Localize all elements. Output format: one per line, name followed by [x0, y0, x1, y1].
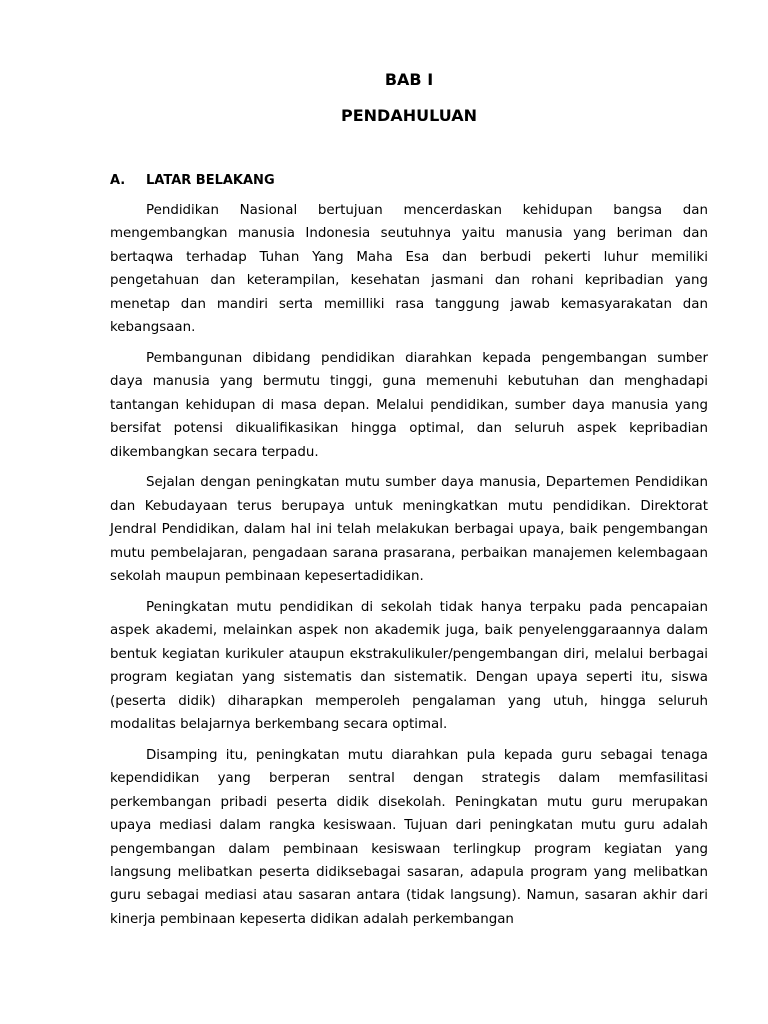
- chapter-title: PENDAHULUAN: [341, 106, 477, 125]
- paragraph: Peningkatan mutu pendidikan di sekolah tidak hanya terpaku pada pencapaian aspek akademi, melainkan aspek non akademik juga, baik penyelenggaraannya dalam bentuk kegiatan kurikuler ataupun ekstrakulikuler/pengembangan diri, melalui berbagai program kegiatan yang sistematis dan sistematik. Dengan upaya seperti itu, siswa (peserta didik) diharapkan memperoleh pengalaman yang utuh, hingga seluruh modalitas belajarnya berkembang secara optimal.: [110, 600, 708, 733]
- section-letter: A.: [110, 173, 126, 188]
- section-heading: [110, 172, 708, 190]
- paragraph: Pembangunan dibidang pendidikan diarahkan kepada pengembangan sumber daya manusia yang bermutu tinggi, guna memenuhi kebutuhan dan menghadapi tantangan kehidupan di masa depan. Melalui pendidikan, sumber daya manusia yang bersifat potensi dikualifikasikan hingga optimal, dan seluruh aspek kepribadian dikembangkan secara terpadu.: [110, 350, 708, 460]
- paragraph: Sejalan dengan peningkatan mutu sumber daya manusia, Departemen Pendidikan dan Kebudayaan terus berupaya untuk meningkatkan mutu pendidikan. Direktorat Jendral Pendidikan, dalam hal ini telah melakukan berbagai upaya, baik pengembangan mutu pembelajaran, pengadaan sarana prasarana, perbaikan manajemen kelembagaan sekolah maupun pembinaan kepesertadidikan.: [110, 475, 708, 585]
- paragraph: Pendidikan Nasional bertujuan mencerdaskan kehidupan bangsa dan mengembangkan manusia Indonesia seutuhnya yaitu manusia yang beriman dan bertaqwa terhadap Tuhan Yang Maha Esa dan berbudi pekerti luhur memiliki pengetahuan dan keterampilan, kesehatan jasmani dan rohani kepribadian yang menetap dan mandiri serta memilliki rasa tanggung jawab kemasyarakatan dan kebangsaan.: [110, 203, 708, 336]
- chapter-number: BAB I: [384, 70, 434, 89]
- paragraph: Disamping itu, peningkatan mutu diarahkan pula kepada guru sebagai tenaga kependidikan yang berperan sentral dengan strategis dalam memfasilitasi perkembangan pribadi peserta didik disekolah. Peningkatan mutu guru merupakan upaya mediasi dalam rangka kesiswaan. Tujuan dari peningkatan mutu guru adalah pengembangan dalam pembinaan kesiswaan terlingkup program kegiatan yang langsung melibatkan peserta didiksebagai sasaran, adapula program yang melibatkan guru sebagai mediasi atau sasaran antara (tidak langsung). Namun, sasaran akhir dari kinerja pembinaan kepeserta didikan adalah perkembangan: [110, 747, 708, 927]
- body-text: [110, 199, 708, 939]
- section-title: LATAR BELAKANG: [146, 173, 275, 188]
